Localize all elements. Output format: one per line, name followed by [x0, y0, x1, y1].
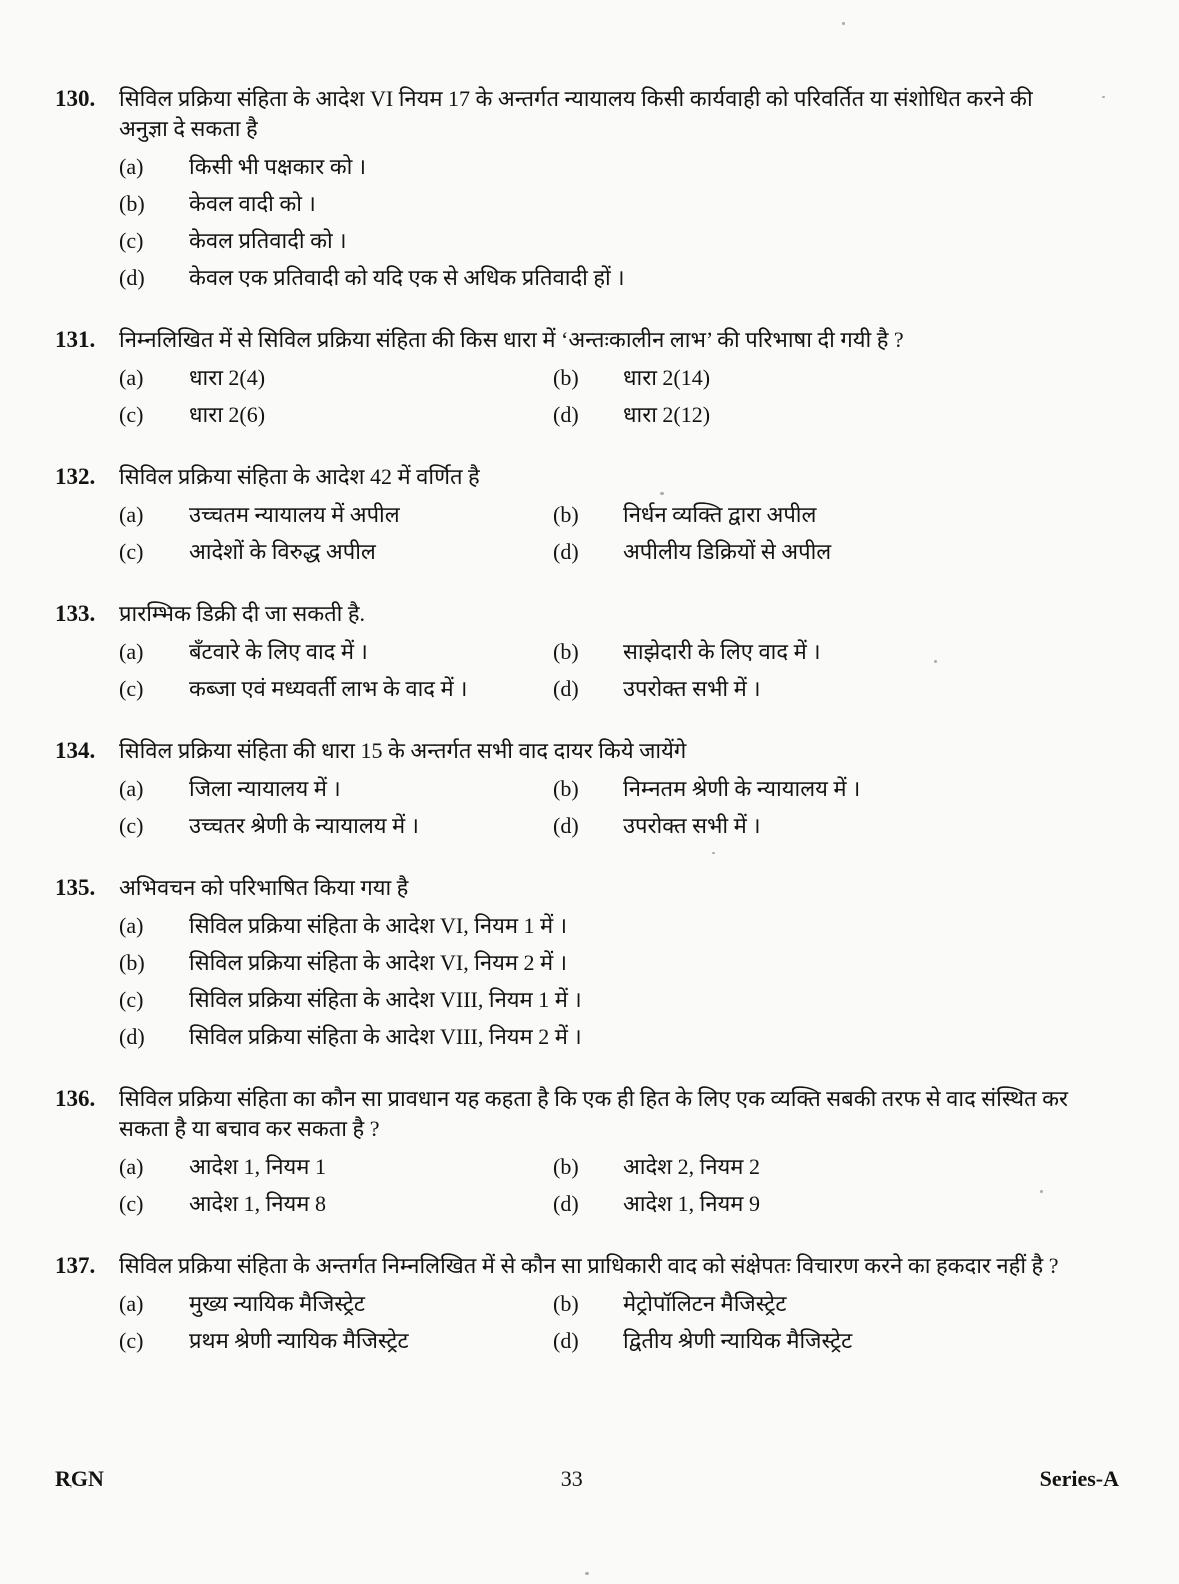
question-134 [55, 736, 1131, 841]
option-d [119, 263, 1131, 293]
option-label: (b) [119, 191, 145, 216]
option-label: (c) [119, 1328, 144, 1353]
options-grid [119, 637, 1131, 704]
option-text: उच्चतम न्यायालय में अपील [189, 502, 400, 527]
option-b [553, 500, 1131, 530]
footer-series-label: Series-A [1039, 1466, 1119, 1491]
option-b [553, 1289, 1131, 1319]
option-c [119, 1326, 553, 1356]
option-text: सिविल प्रक्रिया संहिता के आदेश VI, नियम 2 में । [189, 950, 568, 975]
scan-speckle [660, 492, 664, 495]
question-132 [55, 462, 1131, 567]
option-text: उच्चतर श्रेणी के न्यायालय में । [189, 813, 420, 838]
option-label: (c) [119, 987, 144, 1012]
option-label: (d) [553, 1328, 579, 1353]
option-d [553, 811, 1131, 841]
option-label: (d) [553, 813, 579, 838]
option-label: (a) [119, 913, 144, 938]
option-label: (a) [119, 154, 144, 179]
option-text: उपरोक्त सभी में । [623, 676, 761, 701]
option-c [119, 674, 553, 704]
option-text: केवल वादी को । [189, 191, 316, 216]
option-text: आदेशों के विरुद्ध अपील [189, 539, 376, 564]
option-text: सिविल प्रक्रिया संहिता के आदेश VI, नियम 1 में । [189, 913, 568, 938]
option-b [119, 948, 1131, 978]
option-label: (a) [119, 639, 144, 664]
option-text: बँटवारे के लिए वाद में । [189, 639, 368, 664]
scan-speckle [712, 852, 715, 854]
option-text: अपीलीय डिक्रियों से अपील [623, 539, 832, 564]
question-text: निम्नलिखित में से सिविल प्रक्रिया संहिता की किस धारा में ‘अन्तःकालीन लाभ’ की परिभाषा दी गयी है ? [119, 327, 904, 352]
option-c [119, 226, 1131, 256]
option-label: (b) [553, 502, 579, 527]
option-d [119, 1022, 1131, 1052]
options-grid [119, 774, 1131, 841]
scan-speckle [1102, 96, 1105, 98]
option-label: (a) [119, 365, 144, 390]
option-d [553, 1326, 1131, 1356]
option-c [119, 985, 1131, 1015]
option-text: साझेदारी के लिए वाद में । [623, 639, 821, 664]
option-b [553, 637, 1131, 667]
option-text: धारा 2(14) [623, 365, 711, 390]
options-grid [119, 1289, 1131, 1356]
option-text: धारा 2(12) [623, 402, 711, 427]
question-text: सिविल प्रक्रिया संहिता के आदेश 42 में वर्णित है [119, 464, 480, 489]
option-text: किसी भी पक्षकार को । [189, 154, 367, 179]
option-a [119, 500, 553, 530]
option-text: धारा 2(6) [189, 402, 266, 427]
question-number: 134. [55, 738, 96, 763]
option-label: (b) [119, 950, 145, 975]
option-label: (d) [119, 265, 145, 290]
question-text: अभिवचन को परिभाषित किया गया है [119, 875, 409, 900]
option-text: आदेश 1, नियम 8 [189, 1191, 326, 1216]
option-label: (a) [119, 502, 144, 527]
option-label: (c) [119, 813, 144, 838]
option-label: (b) [553, 776, 579, 801]
option-a [119, 774, 553, 804]
option-text: मेट्रोपॉलिटन मैजिस्ट्रेट [623, 1291, 787, 1316]
option-label: (d) [553, 1191, 579, 1216]
option-c [119, 811, 553, 841]
option-text: द्वितीय श्रेणी न्यायिक मैजिस्ट्रेट [623, 1328, 853, 1353]
option-text: प्रथम श्रेणी न्यायिक मैजिस्ट्रेट [189, 1328, 409, 1353]
options-grid [119, 1152, 1131, 1219]
question-131 [55, 325, 1131, 430]
option-label: (c) [119, 1191, 144, 1216]
option-label: (d) [119, 1024, 145, 1049]
option-label: (c) [119, 676, 144, 701]
question-133 [55, 599, 1131, 704]
option-text: धारा 2(4) [189, 365, 266, 390]
option-text: निम्नतम श्रेणी के न्यायालय में । [623, 776, 861, 801]
option-a [119, 911, 1131, 941]
page-footer [55, 1466, 1119, 1492]
question-number: 137. [55, 1253, 96, 1278]
option-text: सिविल प्रक्रिया संहिता के आदेश VIII, नियम 2 में । [189, 1024, 582, 1049]
question-text: सिविल प्रक्रिया संहिता की धारा 15 के अन्तर्गत सभी वाद दायर किये जायेंगे [119, 738, 687, 763]
option-a [119, 1289, 553, 1319]
option-label: (a) [119, 1291, 144, 1316]
options-list [119, 152, 1131, 293]
option-text: निर्धन व्यक्ति द्वारा अपील [623, 502, 817, 527]
option-b [553, 774, 1131, 804]
option-label: (b) [553, 1154, 579, 1179]
option-a [119, 1152, 553, 1182]
option-d [553, 674, 1131, 704]
scan-speckle [70, 1485, 72, 1488]
option-b [553, 1152, 1131, 1182]
scan-speckle [585, 1572, 589, 1575]
footer-booklet-code: RGN [55, 1466, 104, 1491]
options-grid [119, 363, 1131, 430]
page-number: 33 [560, 1466, 583, 1491]
option-text: केवल एक प्रतिवादी को यदि एक से अधिक प्रतिवादी हों । [189, 265, 625, 290]
option-c [119, 400, 553, 430]
question-text: प्रारम्भिक डिक्री दी जा सकती है. [119, 601, 366, 626]
question-136 [55, 1084, 1131, 1219]
option-text: सिविल प्रक्रिया संहिता के आदेश VIII, नियम 1 में । [189, 987, 582, 1012]
question-130 [55, 84, 1131, 293]
option-text: मुख्य न्यायिक मैजिस्ट्रेट [189, 1291, 366, 1316]
option-a [119, 363, 553, 393]
option-text: केवल प्रतिवादी को । [189, 228, 347, 253]
option-label: (d) [553, 676, 579, 701]
option-label: (a) [119, 1154, 144, 1179]
option-label: (b) [553, 639, 579, 664]
question-text: सिविल प्रक्रिया संहिता का कौन सा प्रावधान यह कहता है कि एक ही हित के लिए एक व्यक्ति सबकी तरफ से वाद संस्थित कर सकता है या बचाव कर सकता है ? [119, 1086, 1068, 1141]
option-label: (a) [119, 776, 144, 801]
option-text: कब्जा एवं मध्यवर्ती लाभ के वाद में । [189, 676, 468, 701]
option-label: (c) [119, 402, 144, 427]
question-number: 132. [55, 464, 96, 489]
options-list [119, 911, 1131, 1052]
option-text: उपरोक्त सभी में । [623, 813, 761, 838]
option-text: जिला न्यायालय में । [189, 776, 341, 801]
option-label: (c) [119, 228, 144, 253]
question-number: 135. [55, 875, 96, 900]
option-d [553, 537, 1131, 567]
option-text: आदेश 1, नियम 9 [623, 1191, 760, 1216]
option-label: (d) [553, 539, 579, 564]
option-a [119, 637, 553, 667]
option-label: (c) [119, 539, 144, 564]
scan-speckle [934, 660, 937, 663]
option-b [119, 189, 1131, 219]
option-label: (b) [553, 365, 579, 390]
question-number: 133. [55, 601, 96, 626]
scan-speckle [1040, 1190, 1043, 1193]
question-text: सिविल प्रक्रिया संहिता के अन्तर्गत निम्नलिखित में से कौन सा प्राधिकारी वाद को संक्षेपतः विचारण करने का हकदार नहीं है ? [119, 1253, 1059, 1278]
option-a [119, 152, 1131, 182]
question-number: 136. [55, 1086, 96, 1111]
option-text: आदेश 1, नियम 1 [189, 1154, 326, 1179]
option-d [553, 400, 1131, 430]
option-text: आदेश 2, नियम 2 [623, 1154, 760, 1179]
question-number: 130. [55, 86, 96, 111]
option-c [119, 537, 553, 567]
question-text: सिविल प्रक्रिया संहिता के आदेश VI नियम 17 के अन्तर्गत न्यायालय किसी कार्यवाही को परिवर्तित या संशोधित करने की अनुज्ञा दे सकता है [119, 86, 1033, 141]
option-c [119, 1189, 553, 1219]
options-grid [119, 500, 1131, 567]
option-label: (d) [553, 402, 579, 427]
option-b [553, 363, 1131, 393]
question-number: 131. [55, 327, 96, 352]
option-d [553, 1189, 1131, 1219]
option-label: (b) [553, 1291, 579, 1316]
question-137 [55, 1251, 1131, 1356]
question-135 [55, 873, 1131, 1052]
scan-speckle [842, 22, 845, 25]
